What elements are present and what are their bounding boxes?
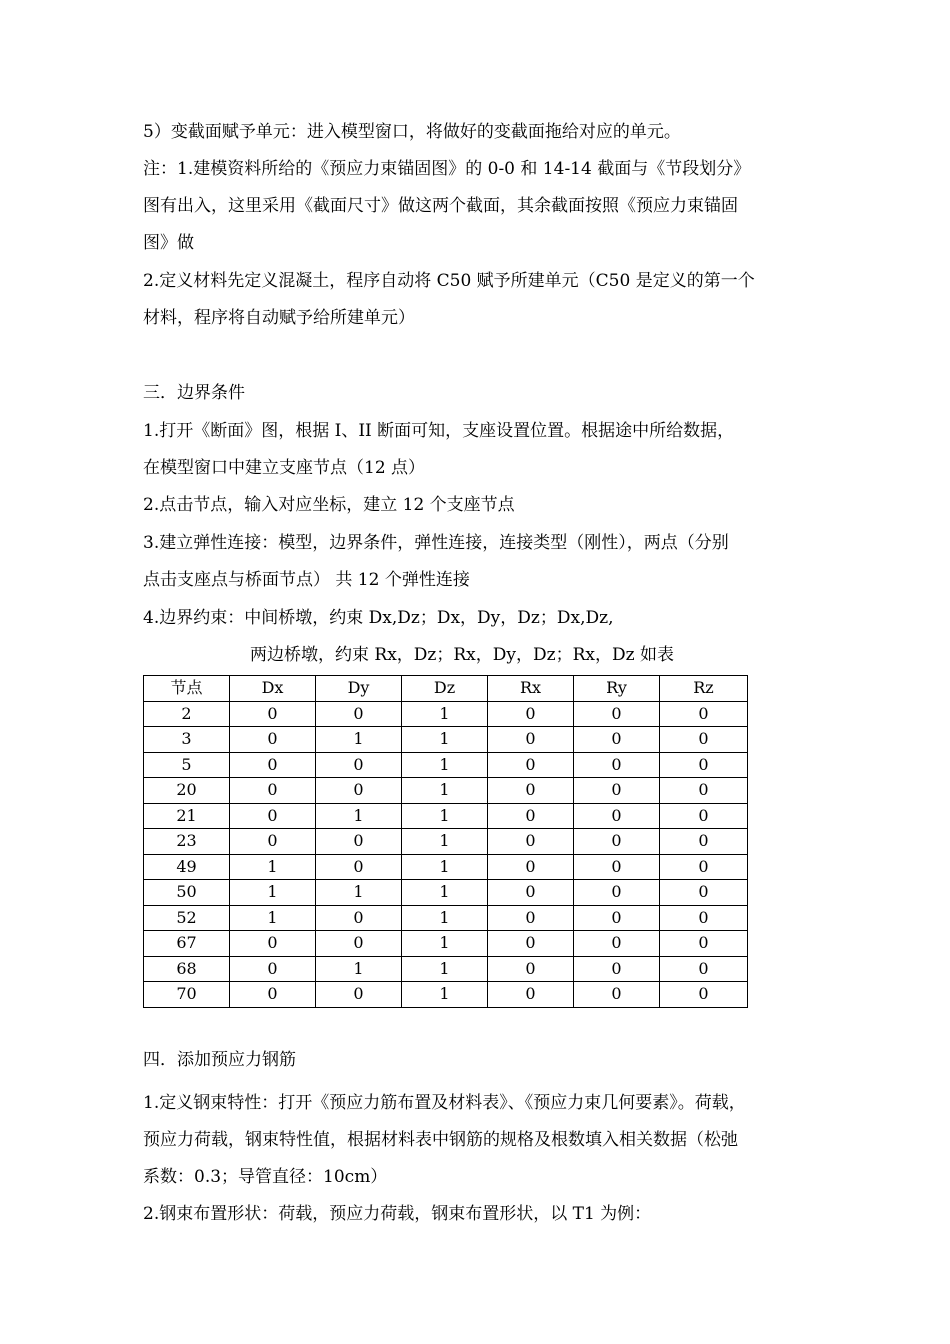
cell-rz: 0 [660,982,748,1008]
section-4-heading: 四．添加预应力钢筋 [143,1050,296,1070]
cell-node: 70 [144,982,230,1008]
note-line-3: 图》做 [143,233,194,253]
cell-ry: 0 [574,778,660,804]
cell-node: 3 [144,727,230,753]
cell-rx: 0 [488,982,574,1008]
cell-dz: 1 [402,982,488,1008]
cell-dz: 1 [402,803,488,829]
section-3-heading: 三．边界条件 [143,383,245,403]
boundary-step-4: 4.边界约束：中间桥墩，约束 Dx,Dz；Dx，Dy，Dz；Dx,Dz, [143,608,614,628]
cell-rz: 0 [660,880,748,906]
cell-ry: 0 [574,905,660,931]
cell-dy: 0 [316,931,402,957]
cell-dx: 0 [230,701,316,727]
cell-dy: 0 [316,982,402,1008]
cell-rx: 0 [488,956,574,982]
note-line-2: 图有出入，这里采用《截面尺寸》做这两个截面，其余截面按照《预应力束锚固 [143,196,738,216]
cell-rz: 0 [660,803,748,829]
cell-dx: 0 [230,803,316,829]
cell-dy: 0 [316,701,402,727]
cell-ry: 0 [574,829,660,855]
cell-dz: 1 [402,956,488,982]
cell-dy: 1 [316,956,402,982]
cell-dz: 1 [402,778,488,804]
cell-dx: 0 [230,829,316,855]
cell-rz: 0 [660,727,748,753]
cell-rx: 0 [488,829,574,855]
cell-dx: 1 [230,880,316,906]
cell-rz: 0 [660,854,748,880]
cell-node: 21 [144,803,230,829]
cell-node: 23 [144,829,230,855]
cell-dy: 1 [316,880,402,906]
tendon-step-2: 2.钢束布置形状：荷载，预应力荷载，钢束布置形状，以 T1 为例： [143,1204,652,1224]
cell-ry: 0 [574,752,660,778]
cell-rx: 0 [488,931,574,957]
cell-node: 50 [144,880,230,906]
cell-dz: 1 [402,880,488,906]
header-dz: Dz [402,676,488,702]
tendon-step-1-line-3: 系数：0.3；导管直径：10cm） [143,1167,388,1187]
header-dy: Dy [316,676,402,702]
cell-node: 68 [144,956,230,982]
cell-rz: 0 [660,956,748,982]
cell-ry: 0 [574,803,660,829]
boundary-step-1-line-2: 在模型窗口中建立支座节点（12 点） [143,458,426,478]
cell-rz: 0 [660,829,748,855]
cell-node: 20 [144,778,230,804]
cell-rz: 0 [660,905,748,931]
cell-node: 49 [144,854,230,880]
boundary-step-1-line-1: 1.打开《断面》图，根据 I、II 断面可知，支座设置位置。根据途中所给数据， [143,421,735,441]
cell-dy: 1 [316,803,402,829]
cell-dx: 0 [230,956,316,982]
table-row [144,778,748,804]
cell-ry: 0 [574,982,660,1008]
table-row [144,982,748,1008]
table-body [144,701,748,1007]
cell-rx: 0 [488,803,574,829]
cell-dx: 0 [230,931,316,957]
cell-node: 2 [144,701,230,727]
cell-dx: 1 [230,905,316,931]
header-rx: Rx [488,676,574,702]
table-row [144,931,748,957]
cell-dy: 0 [316,854,402,880]
cell-rx: 0 [488,778,574,804]
table-row [144,905,748,931]
table-row [144,854,748,880]
cell-dz: 1 [402,905,488,931]
header-dx: Dx [230,676,316,702]
table-row [144,956,748,982]
material-line-1: 2.定义材料先定义混凝土，程序自动将 C50 赋予所建单元（C50 是定义的第一个 [143,271,755,291]
table-header-row [144,676,748,702]
cell-ry: 0 [574,880,660,906]
table-row [144,829,748,855]
boundary-step-2: 2.点击节点，输入对应坐标，建立 12 个支座节点 [143,495,515,515]
header-ry: Ry [574,676,660,702]
cell-dy: 0 [316,905,402,931]
table-row [144,701,748,727]
cell-dz: 1 [402,931,488,957]
cell-rx: 0 [488,905,574,931]
cell-dz: 1 [402,854,488,880]
cell-ry: 0 [574,701,660,727]
cell-dx: 0 [230,778,316,804]
cell-node: 5 [144,752,230,778]
paragraph-variable-section: 5）变截面赋予单元：进入模型窗口，将做好的变截面拖给对应的单元。 [143,122,681,142]
cell-dx: 0 [230,752,316,778]
note-line-1: 注：1.建模资料所给的《预应力束锚固图》的 0-0 和 14-14 截面与《节段划分》 [143,159,751,179]
cell-ry: 0 [574,931,660,957]
cell-dy: 1 [316,727,402,753]
cell-dz: 1 [402,701,488,727]
boundary-step-3-line-2: 点击支座点与桥面节点） 共 12 个弹性连接 [143,570,470,590]
cell-rz: 0 [660,931,748,957]
cell-dz: 1 [402,752,488,778]
tendon-step-1-line-2: 预应力荷载，钢束特性值，根据材料表中钢筋的规格及根数填入相关数据（松弛 [143,1130,738,1150]
table-caption: 两边桥墩，约束 Rx，Dz；Rx，Dy，Dz；Rx，Dz 如表 [250,645,674,665]
cell-dx: 0 [230,727,316,753]
cell-rx: 0 [488,701,574,727]
cell-rx: 0 [488,727,574,753]
cell-rz: 0 [660,752,748,778]
cell-node: 67 [144,931,230,957]
cell-dy: 0 [316,752,402,778]
cell-node: 52 [144,905,230,931]
cell-dy: 0 [316,778,402,804]
cell-rx: 0 [488,854,574,880]
header-node: 节点 [144,676,230,702]
header-rz: Rz [660,676,748,702]
cell-dy: 0 [316,829,402,855]
cell-dz: 1 [402,829,488,855]
material-line-2: 材料，程序将自动赋予给所建单元） [143,308,415,328]
boundary-constraints-table [143,675,748,1008]
cell-dx: 0 [230,982,316,1008]
cell-ry: 0 [574,727,660,753]
cell-rx: 0 [488,752,574,778]
table-row [144,880,748,906]
tendon-step-1-line-1: 1.定义钢束特性：打开《预应力筋布置及材料表》、《预应力束几何要素》。荷载， [143,1093,746,1113]
cell-rx: 0 [488,880,574,906]
cell-ry: 0 [574,956,660,982]
table-row [144,752,748,778]
cell-dx: 1 [230,854,316,880]
cell-rz: 0 [660,701,748,727]
cell-ry: 0 [574,854,660,880]
cell-dz: 1 [402,727,488,753]
table-row [144,727,748,753]
cell-rz: 0 [660,778,748,804]
table-row [144,803,748,829]
boundary-step-3-line-1: 3.建立弹性连接：模型，边界条件，弹性连接，连接类型（刚性），两点（分别 [143,533,729,553]
